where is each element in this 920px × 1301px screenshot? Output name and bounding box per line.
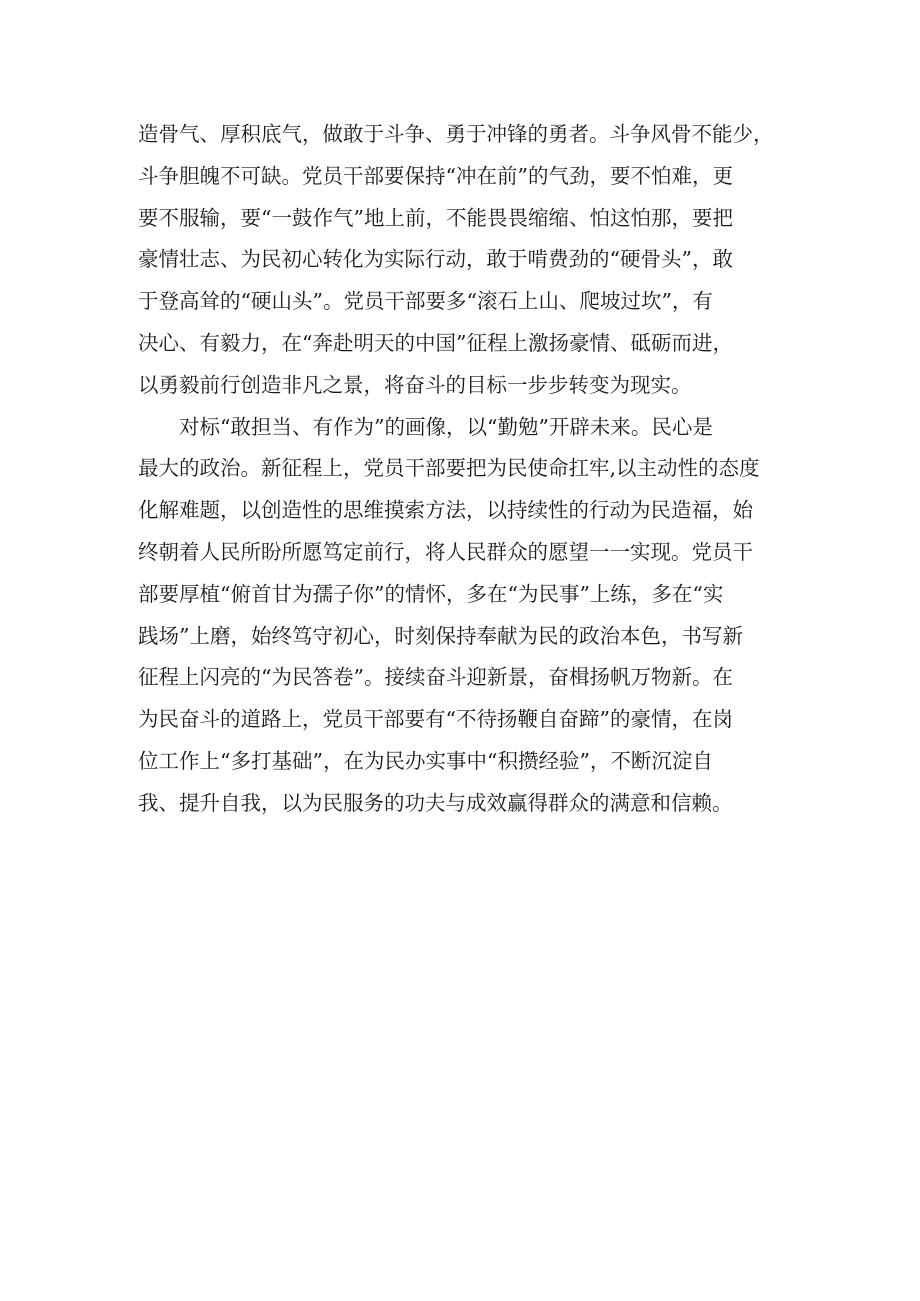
text-line: 践场”上磨，始终笃守初心，时刻保持奉献为民的政治本色，书写新 — [138, 623, 743, 648]
text-line: 于登高耸的“硬山头”。党员干部要多“滚石上山、爬坡过坎”，有 — [138, 289, 713, 314]
text-line: 为民奋斗的道路上，党员干部要有“不待扬鞭自奋蹄”的豪情，在岗 — [138, 707, 733, 732]
text-line: 化解难题，以创造性的思维摸索方法，以持续性的行动为民造福，始 — [138, 498, 753, 523]
text-line: 对标“敢担当、有作为”的画像，以“勤勉”开辟未来。民心是 — [138, 414, 713, 439]
text-line: 斗争胆魄不可缺。党员干部要保持“冲在前”的气劲，要不怕难，更 — [138, 163, 733, 188]
text-line: 位工作上“多打基础”，在为民办实事中“积攒经验”，不断沉淀自 — [138, 748, 713, 773]
text-line: 造骨气、厚积底气，做敢于斗争、勇于冲锋的勇者。斗争风骨不能少， — [138, 122, 774, 146]
text-line: 豪情壮志、为民初心转化为实际行动，敢于啃费劲的“硬骨头”，敢 — [138, 247, 733, 272]
text-line: 最大的政治。新征程上，党员干部要把为民使命扛牢,以主动性的态度 — [138, 456, 760, 481]
text-line: 我、提升自我，以为民服务的功夫与成效赢得群众的满意和信赖。 — [138, 790, 733, 815]
text-line: 终朝着人民所盼所愿笃定前行，将人民群众的愿望一一实现。党员干 — [138, 539, 753, 564]
text-line: 部要厚植“俯首甘为孺子你”的情怀，多在“为民事”上练，多在“实 — [138, 581, 724, 606]
text-line: 以勇毅前行创造非凡之景，将奋斗的目标一步步转变为现实。 — [138, 372, 692, 397]
body-text — [138, 114, 790, 825]
text-line: 征程上闪亮的“为民答卷”。接续奋斗迎新景，奋楫扬帆万物新。在 — [138, 665, 733, 690]
text-line: 要不服输，要“一鼓作气”地上前，不能畏畏缩缩、怕这怕那，要把 — [138, 205, 733, 230]
paragraph-1 — [138, 114, 790, 407]
paragraph-2 — [138, 407, 790, 825]
text-line: 决心、有毅力，在“奔赴明天的中国”征程上激扬豪情、砥砺而进， — [138, 330, 733, 355]
